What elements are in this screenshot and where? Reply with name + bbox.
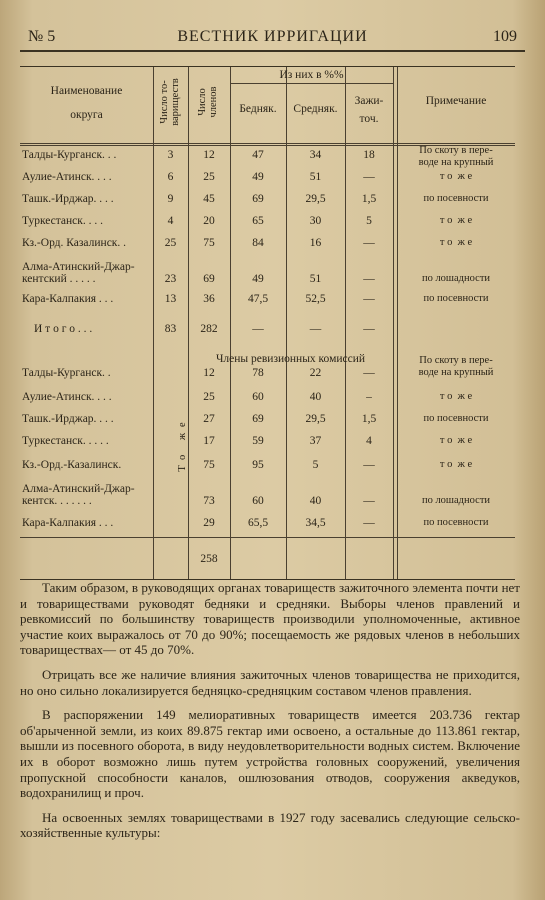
cell2-note: по посевности xyxy=(423,413,489,424)
cell-poor: 69 xyxy=(252,193,264,205)
cell2-members: 17 xyxy=(203,435,215,447)
paragraph-4: На освоенных землях товариществами в 1927 году засевались следующие сельско-хозяйственные культуры: xyxy=(20,809,520,841)
row-name: Кз.-Орд. Казалинск. . xyxy=(22,237,127,249)
cell2-rich: — xyxy=(363,517,375,529)
cell2-rich: 1,5 xyxy=(361,413,377,425)
cell-middle: 16 xyxy=(309,237,322,249)
row-name: Кара-Калпакия . . . xyxy=(22,293,114,305)
cell-members: 45 xyxy=(203,193,215,205)
col-header-num-assoc: Число то- вариществ xyxy=(159,78,181,126)
cell2-note: т о ж е xyxy=(439,391,473,402)
total-poor: — xyxy=(252,323,264,335)
cell2-members: 27 xyxy=(203,413,215,425)
issue-number: № 5 xyxy=(28,28,56,45)
row-name: Талды-Курганск. . . xyxy=(22,149,117,161)
total-label: И т о г о . . . xyxy=(34,323,93,335)
cell-note: т о ж е xyxy=(439,171,473,182)
cell2-members: 25 xyxy=(203,391,215,403)
cell-members: 75 xyxy=(203,237,215,249)
cell2-middle: 5 xyxy=(312,459,319,471)
cell-assoc: 4 xyxy=(167,215,174,227)
total2-members: 258 xyxy=(200,553,218,565)
cell-rich: 18 xyxy=(363,149,375,161)
cell-rich: — xyxy=(363,293,375,305)
cell2-middle: 29,5 xyxy=(305,413,326,425)
cell2-middle: 40 xyxy=(309,391,322,403)
cell2-poor: 60 xyxy=(252,391,264,403)
cell-middle: 51 xyxy=(309,273,322,285)
cell2-poor: 60 xyxy=(252,495,264,507)
cell2-poor: 95 xyxy=(252,459,264,471)
cell-rich: 1,5 xyxy=(361,193,377,205)
to-zhe-vertical: То же xyxy=(177,416,188,472)
cell2-members: 12 xyxy=(203,367,215,379)
total-middle: — xyxy=(309,323,322,335)
cell2-poor: 78 xyxy=(252,367,264,379)
cell-assoc: 9 xyxy=(167,193,174,205)
cell2-rich: 4 xyxy=(366,435,372,447)
cell-poor: 49 xyxy=(252,273,264,285)
cell-rich: — xyxy=(363,237,375,249)
cell-middle: 52,5 xyxy=(305,293,326,305)
col-header-num-members: Число членов xyxy=(197,86,219,118)
cell2-members: 75 xyxy=(203,459,215,471)
cell-assoc: 3 xyxy=(167,149,174,161)
cell-poor: 65 xyxy=(252,215,264,227)
row2-name: Алма-Атинский-Джар- кентск. . . . . . . xyxy=(22,483,135,507)
journal-title: ВЕСТНИК ИРРИГАЦИИ xyxy=(177,28,368,45)
cell2-members: 29 xyxy=(203,517,215,529)
cell-assoc: 13 xyxy=(164,293,177,305)
cell2-note: т о ж е xyxy=(439,459,473,470)
cell2-poor: 69 xyxy=(252,413,264,425)
cell-middle: 34 xyxy=(309,149,322,161)
cell-poor: 84 xyxy=(252,237,264,249)
running-header xyxy=(20,28,525,52)
cell-note: т о ж е xyxy=(439,215,473,226)
cell-members: 69 xyxy=(203,273,215,285)
row2-name: Кз.-Орд.-Казалинск. xyxy=(22,459,122,471)
col-header-name-2: округа xyxy=(70,109,103,121)
cell-assoc: 23 xyxy=(164,273,177,285)
cell2-poor: 59 xyxy=(252,435,264,447)
total-assoc: 83 xyxy=(164,323,177,335)
cell-note: По скоту в пере- воде на крупный xyxy=(418,145,494,168)
total-rich: — xyxy=(363,323,375,335)
row2-name: Ташк.-Ирджар. . . . xyxy=(22,413,114,425)
cell-poor: 49 xyxy=(252,171,264,183)
cell-note: т о ж е xyxy=(439,237,473,248)
row-name: Алма-Атинский-Джар- кентский . . . . . xyxy=(22,261,135,285)
cell-members: 36 xyxy=(203,293,215,305)
cell-middle: 51 xyxy=(309,171,322,183)
cell2-rich: – xyxy=(366,391,372,403)
col-header-of-them: Из них в %% xyxy=(279,69,344,81)
cell2-poor: 65,5 xyxy=(247,517,269,529)
section-title: Члены ревизионных комиссий xyxy=(215,353,366,365)
cell2-middle: 22 xyxy=(309,367,322,379)
cell2-note: По скоту в пере- воде на крупный xyxy=(418,355,494,378)
row2-name: Талды-Курганск. . xyxy=(22,367,111,379)
col-header-poor: Бедняк. xyxy=(239,103,277,115)
cell-middle: 29,5 xyxy=(305,193,326,205)
cell2-middle: 37 xyxy=(309,435,322,447)
row-name: Ташк.-Ирджар. . . . xyxy=(22,193,114,205)
row2-name: Аулие-Атинск. . . . xyxy=(22,391,112,403)
row-name: Туркестанск. . . . xyxy=(22,215,103,227)
cell2-note: по посевности xyxy=(423,517,489,528)
paragraph-3: В распоряжении 149 мелиоративных товариществ имеется 203.736 гектар об'арыченной земли, из коих 89.875 гектар ими освоено, а остальные до 113.861 гектар, вышли из посевного оборота, в виду неудовлетворительности водных систем. Включение их в оборот возможно лишь путем устройства головных сооружений, увеличения пропускной способности каналов, ошлюзования отводов, сооружения акведуков, водохранилищ и проч. xyxy=(20,707,520,801)
cell-members: 12 xyxy=(203,149,215,161)
cell-poor: 47 xyxy=(252,149,264,161)
cell2-middle: 40 xyxy=(309,495,322,507)
cell2-rich: — xyxy=(363,459,375,471)
cell-assoc: 6 xyxy=(167,171,174,183)
cell-rich: — xyxy=(363,273,375,285)
cell-middle: 30 xyxy=(309,215,322,227)
cell2-rich: — xyxy=(363,367,375,379)
total-members: 282 xyxy=(200,323,218,335)
row-name: Аулие-Атинск. . . . xyxy=(22,171,112,183)
page-number: 109 xyxy=(493,28,517,45)
row2-name: Кара-Калпакия . . . xyxy=(22,517,114,529)
paragraph-2: Отрицать все же наличие влияния зажиточных членов товарищества не приходится, но оно сильно локализируется бедняцко-средняцким составом членов правления. xyxy=(20,666,520,698)
cell-note: по лошадности xyxy=(421,273,491,284)
statistics-table xyxy=(20,66,515,580)
cell-members: 20 xyxy=(203,215,215,227)
col-header-note: Примечание xyxy=(425,95,487,107)
col-header-middle: Средняк. xyxy=(293,103,338,115)
row2-name: Туркестанск. . . . . xyxy=(22,435,109,447)
cell-poor: 47,5 xyxy=(247,293,269,305)
cell2-middle: 34,5 xyxy=(305,517,326,529)
cell-members: 25 xyxy=(203,171,215,183)
cell2-members: 73 xyxy=(203,495,215,507)
cell2-note: т о ж е xyxy=(439,435,473,446)
cell-rich: — xyxy=(363,171,375,183)
cell-rich: 5 xyxy=(366,215,372,227)
cell-note: по посевности xyxy=(423,193,489,204)
col-header-rich-2: точ. xyxy=(359,113,379,125)
cell-assoc: 25 xyxy=(164,237,177,249)
body-text xyxy=(20,580,520,850)
col-header-name: Наименование xyxy=(50,85,123,97)
paragraph-1: Таким образом, в руководящих органах товариществ зажиточного элемента почти нет и товариществами руководят бедняки и средняки. Выборы членов правлений и ревкомиссий по большинству товариществ производили уполномоченные, активное участие коих выражалось от 70 до 90%; посещаемость же рядовых членов в небольших товариществах— от 45 до 70%. xyxy=(20,580,520,658)
cell2-note: по лошадности xyxy=(421,495,491,506)
col-header-rich: Зажи- xyxy=(354,95,384,107)
cell2-rich: — xyxy=(363,495,375,507)
cell-note: по посевности xyxy=(423,293,489,304)
